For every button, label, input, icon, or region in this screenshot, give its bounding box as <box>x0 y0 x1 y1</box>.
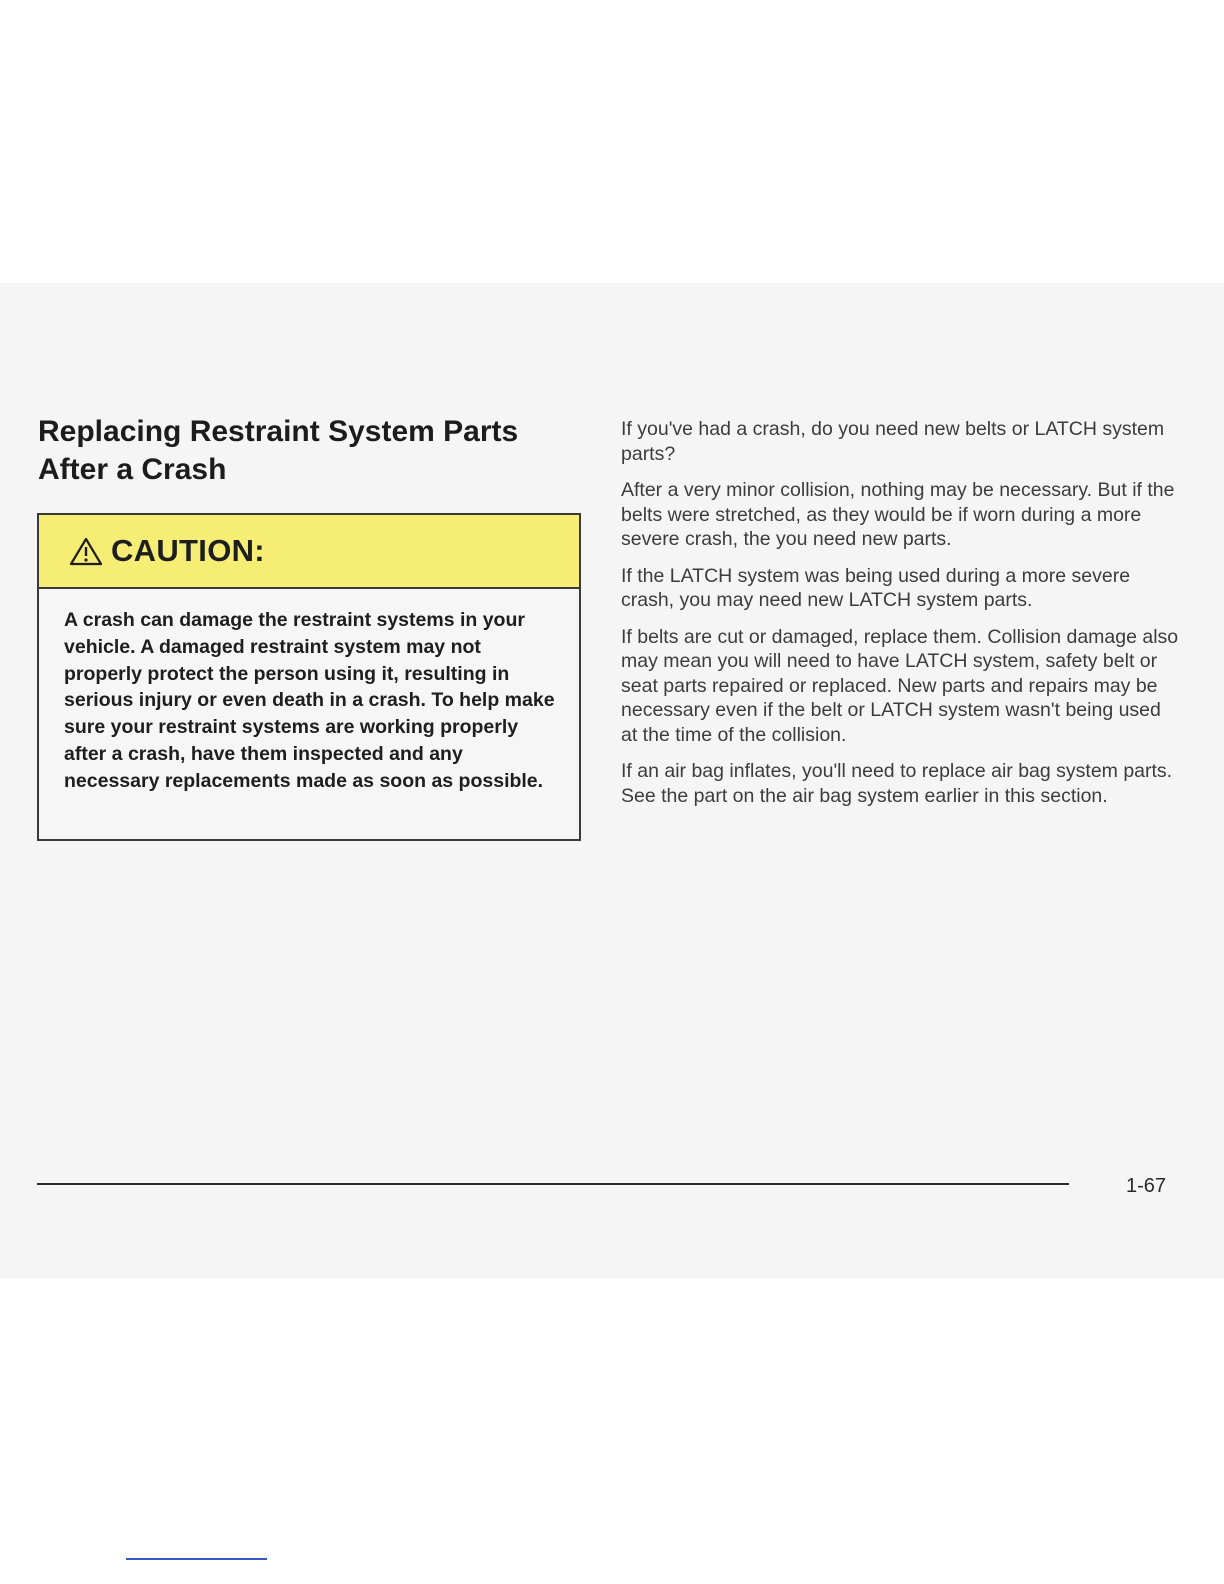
section-heading: Replacing Restraint System Parts After a Crash <box>38 415 519 486</box>
bottom-link-underline[interactable] <box>126 1558 267 1560</box>
paragraph: After a very minor collision, nothing may be necessary. But if the belts were stretched, as they would be if worn during a more severe crash, the you need new parts. <box>621 479 1175 550</box>
caution-title: CAUTION: <box>111 533 265 568</box>
warning-triangle-icon <box>69 536 103 566</box>
paragraph: If you've had a crash, do you need new belts or LATCH system parts? <box>621 418 1165 465</box>
footer-rule <box>37 1183 1069 1185</box>
paragraph: If an air bag inflates, you'll need to replace air bag system parts. See the part on the air bag system earlier in this section. <box>621 760 1173 807</box>
caution-header <box>39 515 579 589</box>
page-number: 1-67 <box>1126 1175 1167 1197</box>
caution-text: A crash can damage the restraint systems in your vehicle. A damaged restraint system may not properly protect the person using it, resulting in serious injury or even death in a crash. To help make sure your restraint systems are working properly after a crash, have them inspected and any necessary replacements made as soon as possible. <box>64 609 555 792</box>
body-text-column <box>621 417 1181 820</box>
caution-box <box>37 513 581 841</box>
paragraph: If belts are cut or damaged, replace them. Collision damage also may mean you will need to have LATCH system, safety belt or seat parts repaired or replaced. New parts and repairs may be necessary even if the belt or LATCH system wasn't being used at the time of the collision. <box>621 625 1179 746</box>
paragraph: If the LATCH system was being used during a more severe crash, you may need new LATCH system parts. <box>621 564 1131 611</box>
